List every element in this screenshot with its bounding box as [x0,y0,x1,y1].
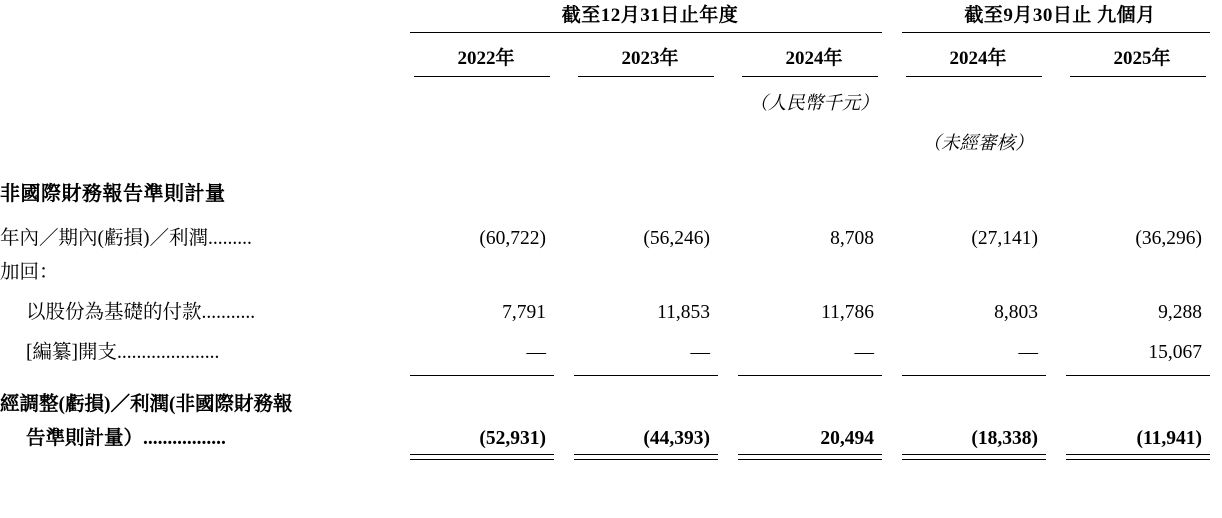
table-row [0,210,1222,250]
group-header-row [0,0,1222,32]
row-value-share-based-payment-2025-9m: 9,288 [1158,302,1203,323]
row-value-listing-expenses-2024-9m: — [1018,342,1039,363]
subtotal-rule-2023 [568,364,732,376]
year-header-2024-nine-months: 2024年 [949,48,1007,69]
subtotal-rule-row [0,364,1222,376]
total-value-2023: (44,393) [643,428,710,449]
subtotal-rule-2024-9m [896,364,1060,376]
row-value-profit-loss-2023: (56,246) [643,228,710,249]
total-pad-2022 [404,376,568,416]
double-rule-2024-9m [896,450,1060,460]
row-value-profit-loss-2025-9m: (36,296) [1135,228,1203,249]
double-rule-row [0,450,1222,460]
row-value-listing-expenses-2022: — [526,342,546,363]
year-header-2023: 2023年 [621,48,679,69]
row-value-listing-expenses-2024: — [854,342,875,363]
unaudited-pad2 [568,115,732,155]
row-label-share-based-payment: 以股份為基礎的付款........... [26,302,256,323]
unaudited-note-spacer [0,115,404,155]
row-value-add-back-2025-9m [1060,250,1222,284]
total-row [0,416,1222,450]
subtotal-rule-2024 [732,364,896,376]
subtotal-rule-2025-9m [1060,364,1222,376]
row-value-profit-loss-2022: (60,722) [479,228,546,249]
row-value-share-based-payment-2024-9m: 8,803 [994,302,1039,323]
group-header-spacer [0,0,404,32]
unit-note-pad3 [896,77,1060,115]
unaudited-pad3 [732,115,896,155]
total-pad-2025-9m [1060,376,1222,416]
unit-note-row [0,77,1222,115]
section-title: 非國際財務報告準則計量 [0,183,226,205]
row-value-share-based-payment-2022: 7,791 [502,302,546,323]
total-row-line1 [0,376,1222,416]
row-value-listing-expenses-2023: — [690,342,710,363]
unaudited-pad1 [404,115,568,155]
total-pad-2024 [732,376,896,416]
row-label-add-back: 加回： [0,262,59,283]
row-value-add-back-2023 [568,250,732,284]
table-row [0,324,1222,364]
subtotal-rule-2022 [404,364,568,376]
row-value-listing-expenses-2025-9m: 15,067 [1148,342,1203,363]
year-header-2022: 2022年 [457,48,515,69]
table-row [0,250,1222,284]
group-header-nine-months: 截至9月30日止 九個月 [964,5,1156,26]
double-rule-2025-9m [1060,450,1222,460]
unit-note-pad2 [568,77,732,115]
double-rule-2022 [404,450,568,460]
year-header-row [0,33,1222,76]
total-pad-2023 [568,376,732,416]
unaudited-note-row [0,115,1222,155]
year-header-2025-nine-months: 2025年 [1113,48,1171,69]
unaudited-note: （未經審核） [922,134,1034,154]
row-label-profit-loss: 年內／期內(虧損)／利潤......... [0,228,252,249]
row-value-profit-loss-2024: 8,708 [830,228,875,249]
row-value-profit-loss-2024-9m: (27,141) [971,228,1039,249]
subtotal-rule-spacer [0,364,404,376]
row-value-add-back-2024 [732,250,896,284]
unit-note-pad1 [404,77,568,115]
total-label-line1: 經調整(虧損)／利潤(非國際財務報 [0,394,293,415]
unit-note-spacer [0,77,404,115]
total-label-line2: 告準則計量）................. [26,428,226,449]
row-value-share-based-payment-2024: 11,786 [821,302,875,323]
double-rule-spacer [0,450,404,460]
total-value-2024-9m: (18,338) [971,428,1039,449]
group-header-annual: 截至12月31日止年度 [561,5,739,26]
row-value-add-back-2022 [404,250,568,284]
total-value-2025-9m: (11,941) [1136,428,1203,449]
row-value-share-based-payment-2023: 11,853 [657,302,710,323]
year-header-2024-annual: 2024年 [785,48,843,69]
total-value-2022: (52,931) [479,428,546,449]
section-title-row [0,155,1222,210]
double-rule-2024 [732,450,896,460]
row-value-add-back-2024-9m [896,250,1060,284]
total-pad-2024-9m [896,376,1060,416]
double-rule-2023 [568,450,732,460]
row-label-listing-expenses: [編纂]開支..................... [26,342,220,363]
unaudited-pad4 [1060,115,1222,155]
unit-note: （人民幣千元） [749,94,879,114]
table-row [0,284,1222,324]
year-header-spacer [0,33,404,76]
unit-note-pad4 [1060,77,1222,115]
total-value-2024: 20,494 [820,428,875,449]
